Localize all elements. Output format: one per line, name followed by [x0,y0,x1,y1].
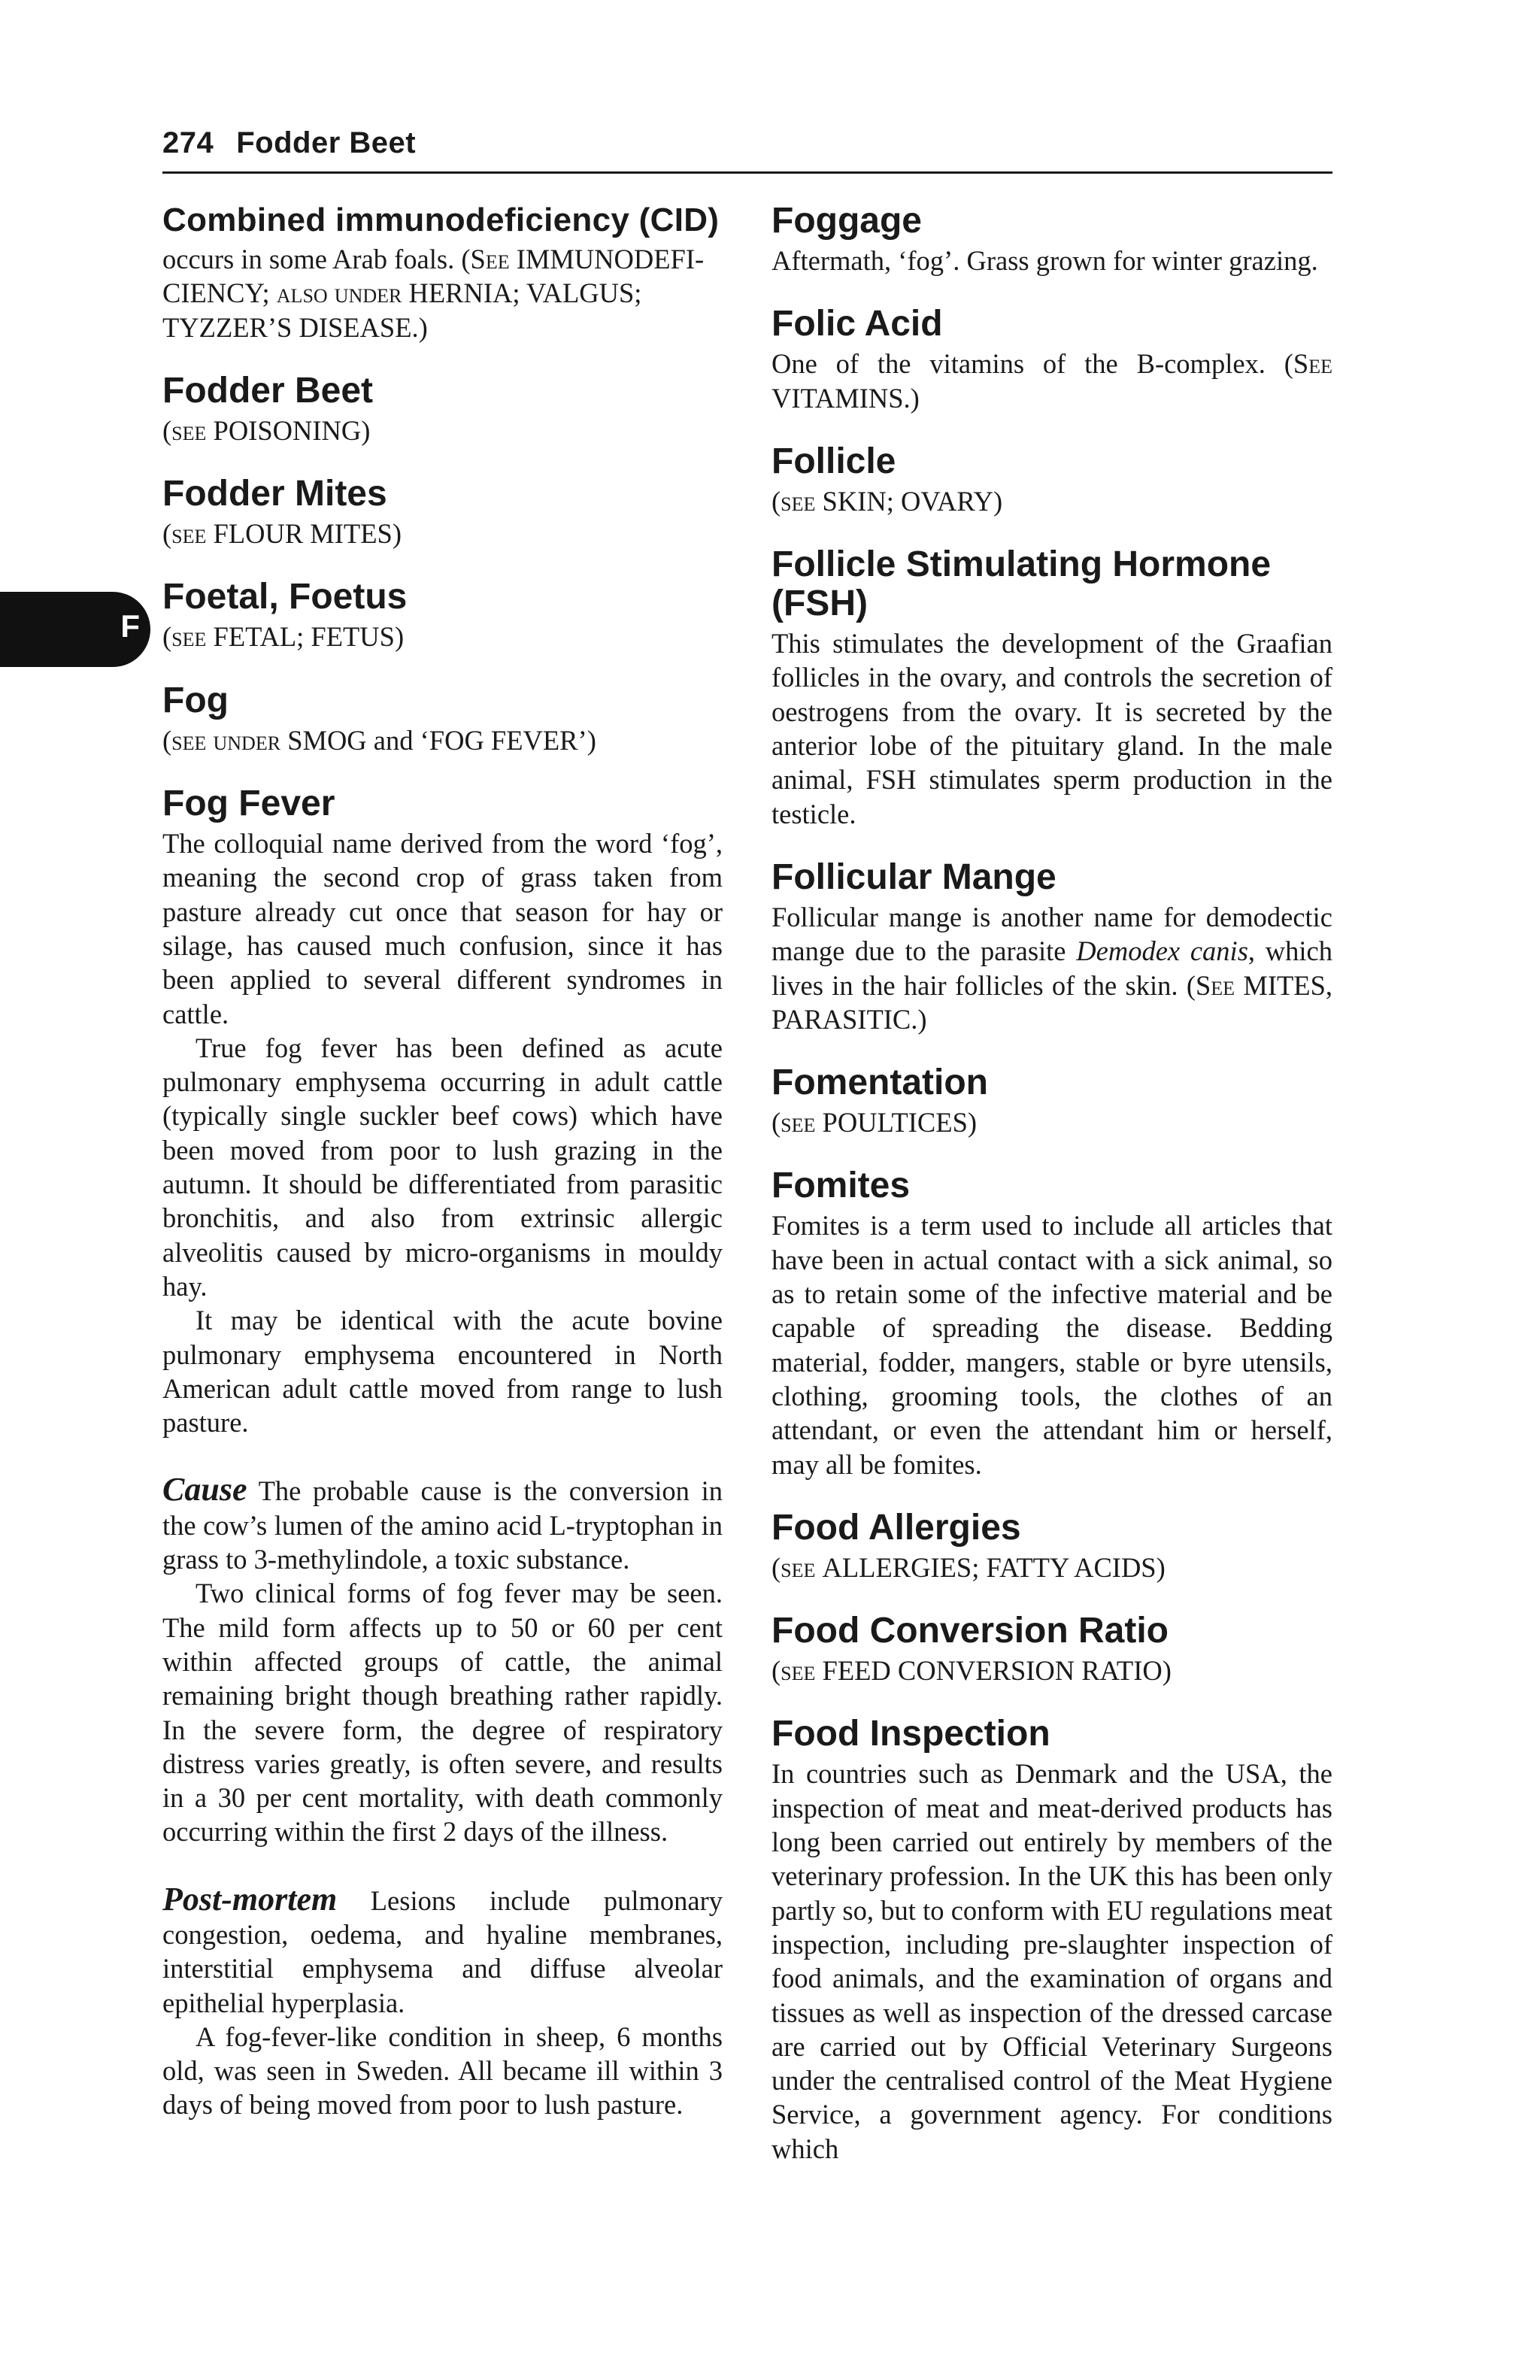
paragraph: A fog-fever-like condition in sheep, 6 months old, was seen in Sweden. All became ill within 3 days of being moved from poor to lush pasture. [162,2021,723,2121]
entry-body: In countries such as Denmark and the USA, the inspection of meat and meat-derived products has long been carried out entirely by members of the veterinary profession. In the UK this has been only partly so, but to conform with EU regulations meat inspection, including pre-slaughter inspection of food animals, and the examination of organs and tissues as well as inspection of the dressed carcase are carried out by Official Veterinary Surgeons under the centralised control of the Meat Hygiene Service, a government agency. For conditions which [772,1758,1332,2164]
entry-foggage [772,202,1332,277]
headword: Foggage [772,201,922,241]
paragraph: True fog fever has been defined as acute pulmonary emphysema occurring in adult cattle (typically single suckler beef cows) which have been moved from poor to lush grazing in the autumn. It should be differentiated from parasitic bronchitis, and also from extrinsic allergic alveolitis caused by micro-organisms in mouldy hay. [162,1032,723,1302]
page-number: 274 [162,126,214,159]
species-name: Demodex canis [1076,935,1248,967]
cross-reference: (see SKIN; OVARY) [772,485,1003,517]
paragraph: It may be identical with the acute bovine pulmonary emphysema encountered in North American adult cattle moved from range to lush pasture. [162,1305,723,1439]
entry-food-inspection [772,1715,1332,2166]
headword: Combined immunodeficiency (CID) [162,202,720,238]
headword: Food Conversion Ratio [772,1611,1169,1651]
entry-fog [162,681,723,757]
running-head [162,126,416,160]
cross-reference: (see POULTICES) [772,1107,978,1138]
entry-food-allergies [772,1508,1332,1584]
thumb-index-letter: F [120,608,140,644]
running-title: Fodder Beet [236,126,417,159]
entry-body: occurs in some Arab foals. (See IMMUNODEFI- CIENCY; also under HERNIA; VALGUS; TYZZER’S DISEASE.) [162,244,705,343]
entry-body: Follicular mange is another name for demodectic mange due to the parasite Demodex canis, which lives in the hair follicles of the skin. (See MITES, PARASITIC.) [772,901,1333,1035]
cross-reference: (see FLOUR MITES) [162,518,402,550]
headword: Follicle Stimulating Hormone (FSH) [772,544,1272,624]
left-column [162,202,723,2149]
entry-fodder-beet [162,371,723,447]
entry-body: This stimulates the development of the Graafian follicles in the ovary, and controls the secretion of oestrogens from the ovary. It is secreted by the anterior lobe of the pituitary gland. In the male animal, FSH stimulates sperm production in the testicle. [772,628,1332,829]
entry-fomentation [772,1063,1332,1139]
headword: Fodder Mites [162,474,387,514]
headword: Fomentation [772,1063,988,1103]
entry-body: Fomites is a term used to include all articles that have been in actual contact with a sick animal, so as to retain some of the infective material and be capable of spreading the disease. Bedding material, fodder, mangers, stable or byre utensils, clothing, grooming tools, the clothes of an attendant, or even the attendant him or herself, may all be fomites. [772,1210,1332,1480]
cross-reference: (see ALLERGIES; FATTY ACIDS) [772,1551,1166,1583]
entry-fomites [772,1166,1332,1481]
entry-follicle [772,442,1332,518]
headword: Fog Fever [162,784,335,824]
entry-fog-fever [162,784,723,2122]
paragraph-post-mortem: Post-mortem Lesions include pulmonary congestion, oedema, and hyaline membranes, interstitial emphysema and diffuse alveolar epithelial hyperplasia. [162,1880,723,2018]
entry-folic-acid [772,305,1332,415]
headword: Food Allergies [772,1507,1021,1548]
headword: Foetal, Foetus [162,577,408,617]
headword: Follicular Mange [772,856,1056,897]
entry-combined-immunodeficiency [162,202,723,344]
entry-body: One of the vitamins of the B-complex. (See VITAMINS.) [772,348,1332,414]
entry-body: Aftermath, ‘fog’. Grass grown for winter grazing. [772,245,1318,276]
headword: Food Inspection [772,1714,1050,1754]
subheading-cause: Cause [162,1471,247,1508]
thumb-index-tab [0,592,150,667]
entry-fodder-mites [162,474,723,550]
headword: Fodder Beet [162,370,374,411]
entry-follicular-mange [772,858,1332,1036]
headword: Fog [162,680,229,720]
headword: Fomites [772,1166,911,1206]
subheading-post-mortem: Post-mortem [162,1880,338,1918]
headword: Follicle [772,441,896,481]
paragraph-cause: Cause The probable cause is the conversion in the cow’s lumen of the amino acid L-tryptophan in grass to 3-methylindole, a toxic substance. [162,1471,723,1575]
headword: Folic Acid [772,304,943,344]
cross-reference: (see FEED CONVERSION RATIO) [772,1655,1172,1687]
cross-reference: (see under SMOG and ‘FOG FEVER’) [162,724,596,756]
cross-reference: (see FETAL; FETUS) [162,621,405,653]
entry-foetal-foetus [162,578,723,653]
paragraph: Two clinical forms of fog fever may be seen. The mild form affects up to 50 or 60 per cent within affected groups of cattle, the animal remaining bright though breathing rather rapidly. In the severe form, the degree of respiratory distress varies greatly, is often severe, and results in a 30 per cent mortality, with death commonly occurring within the first 2 days of the illness. [162,1578,723,1848]
header-rule [162,171,1332,174]
entry-fsh [772,545,1332,831]
entry-food-conversion-ratio [772,1611,1332,1687]
paragraph: The colloquial name derived from the word ‘fog’, meaning the second crop of grass taken from pasture already cut once that season for hay or silage, has caused much confusion, since it has been applied to several different syndromes in cattle. [162,828,723,1029]
right-column [772,202,1332,2193]
cross-reference: (see POISONING) [162,414,371,446]
